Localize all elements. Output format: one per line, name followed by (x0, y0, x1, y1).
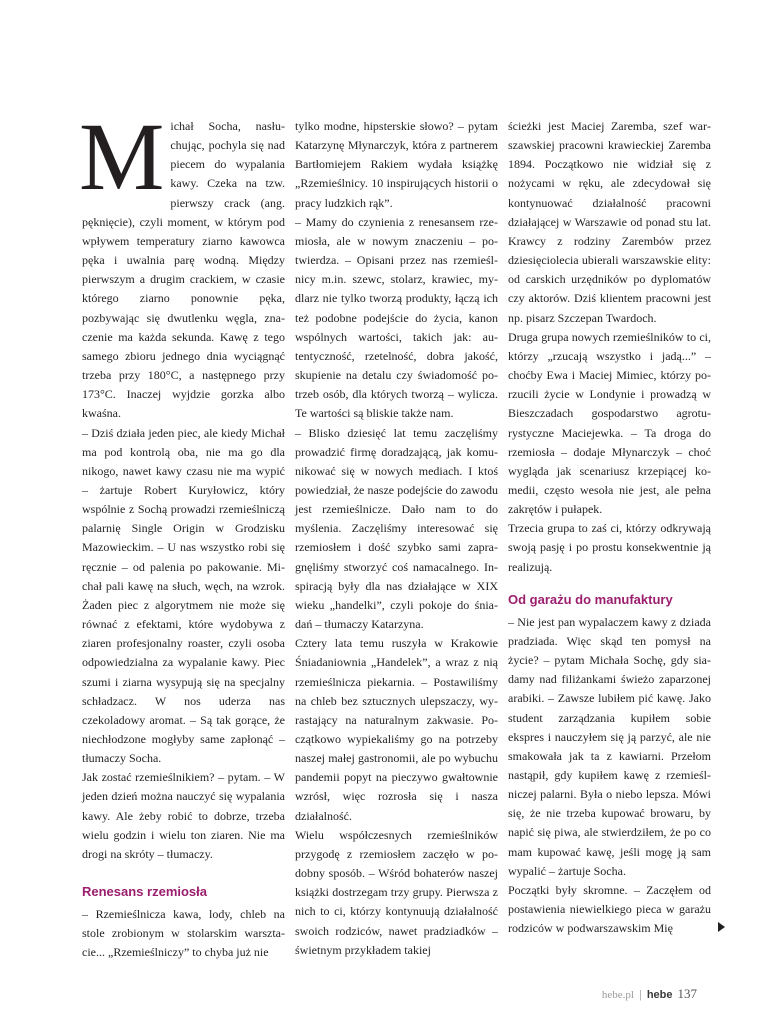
continue-arrow-icon (718, 922, 725, 932)
article-paragraph: Wielu współczesnych rzemieślników przygodę z rzemiosłem zaczęło w podobny sposób. – Wśród bohaterów naszej książki dostrzegam trzy grupy. Pierwsza z nich to ci, którzy kontynuują działalność swoich rodziców, nawet pradziadków – świetnym przykładem takiej (295, 827, 498, 957)
page-footer (602, 986, 697, 1002)
article-paragraph: – Nie jest pan wypalaczem kawy z dziada pradziada. Więc skąd ten pomysł na życie? – pytam Michała Sochę, gdy siadamy nad filiżankami świeżo zaparzonej arabiki. – Zawsze lubiłem pić kawę. Jako student zarządzania kupiłem sobie ekspres i nauczyłem się ją parzyć, ale nie smakowała jak ta z kawiarni. Przełom nastąpił, gdy kupiłem kawę z rzemieślniczej palarni. Była o niebo lepsza. Mówi się, że nie trzeba kupować browaru, by napić się piwa, ale stwierdziłem, że po co mam kupować kawę, jeśli mogę ją sam wypalić – żartuje Socha. (508, 614, 711, 878)
footer-separator: | (638, 989, 642, 1001)
article-paragraph: Cztery lata temu ruszyła w Krakowie Śniadaniownia „Handelek”, a wraz z nią rzemieślnicza piekarnia. – Postawiliśmy na chleb bez sztucznych ulepszaczy, wyrastający na naturalnym zakwasie. Początkowo wypiekaliśmy go na potrzeby naszej małej gastronomii, ale po wybuchu pandemii popyt na pieczywo gwałtownie wzrósł, więc rozrosła się i nasza działalność. (295, 636, 498, 823)
article-paragraph: Trzecia grupa to zaś ci, którzy odkrywają swoją pasję i po prostu konsekwentnie ją realizują. (508, 521, 711, 574)
article-paragraph: – Mamy do czynienia z renesansem rzemiosła, ale w nowym znaczeniu – potwierdza. – Opisani przez nas rzemieślnicy m.in. szewc, stolarz, krawiec, mydlarz nie tylko tworzą produkty, łączą ich też podobne podejście do życia, kanon wspólnych wartości, takich jak: autentyczność, rzetelność, dobra jakość, skupienie na detalu czy świadomość potrzeb osób, dla których tworzą – wylicza. Te wartości są bliskie także nam. (295, 214, 498, 421)
article-paragraph: – Dziś działa jeden piec, ale kiedy Michał ma pod kontrolą oba, nie ma go dla nikogo, nawet kawy czasu nie ma wypić – żartuje Robert Kuryłowicz, który wspólnie z Sochą prowadzi rzemieślniczą palarnię Single Origin w Grodzisku Mazowieckim. – U nas wszystko robi się ręcznie – od palenia po pakowanie. Michał pali kawę na słuch, węch, na wzrok. Żaden piec z algorytmem nie może się równać z efektami, które wydobywa z ziaren profesjonalny roaster, czyli osoba odpowiedzialna za wypalanie kawy. Piec szumi i ziarna wysypują się na specjalny schładzacz. W nos uderza nas czekoladowy aromat. – Są tak gorące, że niechłodzone mogłyby same zapłonąć – tłumaczy Socha. (82, 425, 285, 766)
footer-site-url: hebe.pl (601, 989, 634, 1001)
article-paragraph: Druga grupa nowych rzemieślników to ci, którzy „rzucają wszystko i jadą...” – choćby Ewa i Maciej Mimiec, którzy porzucili życie w Londynie i prowadzą w Bieszczadach gospodarstwo agroturystyczne Maciejewka. – Ta droga do rzemiosła – dodaje Młynarczyk – choć wygląda jak scenariusz krzepiącej komedii, często wesoła nie jest, ale pełna zakrętów i pułapek. (508, 329, 711, 517)
article-paragraph: Początki były skromne. – Zaczęłem od postawienia niewielkiego pieca w garażu rodziców w podwarszawskim Mię (508, 882, 711, 936)
article-column-1 (79, 103, 285, 963)
article-paragraph: – Rzemieślnicza kawa, lody, chleb na stole zrobionym w stolarskim warsztacie... „Rzemieślniczy” to chyba już nie (82, 907, 285, 960)
article-paragraph: tylko modne, hipsterskie słowo? – pytam Katarzynę Młynarczyk, która z partnerem Bartłomiejem Rakiem wydała książkę „Rzemieślnicy. 10 inspirujących historii o pracy ludzkich rąk”. (295, 119, 498, 210)
article-paragraph: ścieżki jest Maciej Zaremba, szef warszawskiej pracowni krawieckiej Zaremba 1894. Początkowo nie widział się z nożycami w ręku, ale zdecydował się kontynuować działalność pracowni działającej w Warszawie od ponad stu lat. Krawcy z rodziny Zarembów przez dziesięciolecia ubierali warszawskie elity: od carskich urzędników po dyplomatów czy aktorów. Dziś klientem pracowni jest np. pisarz Szczepan Twardoch. (508, 119, 711, 325)
article-column-3 (508, 117, 711, 938)
article-paragraph: Jak zostać rzemieślnikiem? – pytam. – W jeden dzień można nauczyć się wypalania kawy. Ale żeby robić to dobrze, trzeba wielu godzin i wielu ton ziaren. Nie ma drogi na skróty – tłumaczy. (82, 770, 285, 861)
article-paragraph: – Blisko dziesięć lat temu zaczęliśmy prowadzić firmę doradzającą, jak komunikować się w nowych mediach. I ktoś powiedział, że nasze podejście do zawodu jest rzemieślnicze. Dało nam to do myślenia. Zaczęliśmy interesować się rzemiosłem i dość szybko sami zapragnęliśmy stworzyć coś namacalnego. Inspiracją były dla nas działające w XIX wieku „handelki”, czyli pokoje do śniadań – tłumaczy Katarzyna. (295, 425, 498, 632)
article-column-2 (295, 117, 498, 960)
section-heading: Od garażu do manufaktury (508, 591, 673, 607)
footer-magazine-name: hebe (646, 989, 673, 1001)
drop-cap: M (79, 103, 165, 210)
article-paragraph: ichał Socha, nasłuchując, pochyla się nad piecem do wypalania kawy. Czeka na tzw. pierwszy crack (ang. pęknięcie), czyli moment, w którym pod wpływem temperatury ziarno kawowca pęka i uwalnia parę wodną. Między pierwszym a drugim crackiem, w czasie którego ziarno ponownie pęka, pozbywając się dwutlenku węgla, znaczenie ma każda sekunda. Kawę z tego samego zbioru jednego dnia wyciągnąć trzeba przy 180°C, a następnego przy 173°C. Inaczej wyjdzie gorzka albo kwaśna. (82, 119, 285, 421)
page-number: 137 (677, 986, 697, 1001)
section-heading: Renesans rzemiosła (82, 884, 208, 900)
